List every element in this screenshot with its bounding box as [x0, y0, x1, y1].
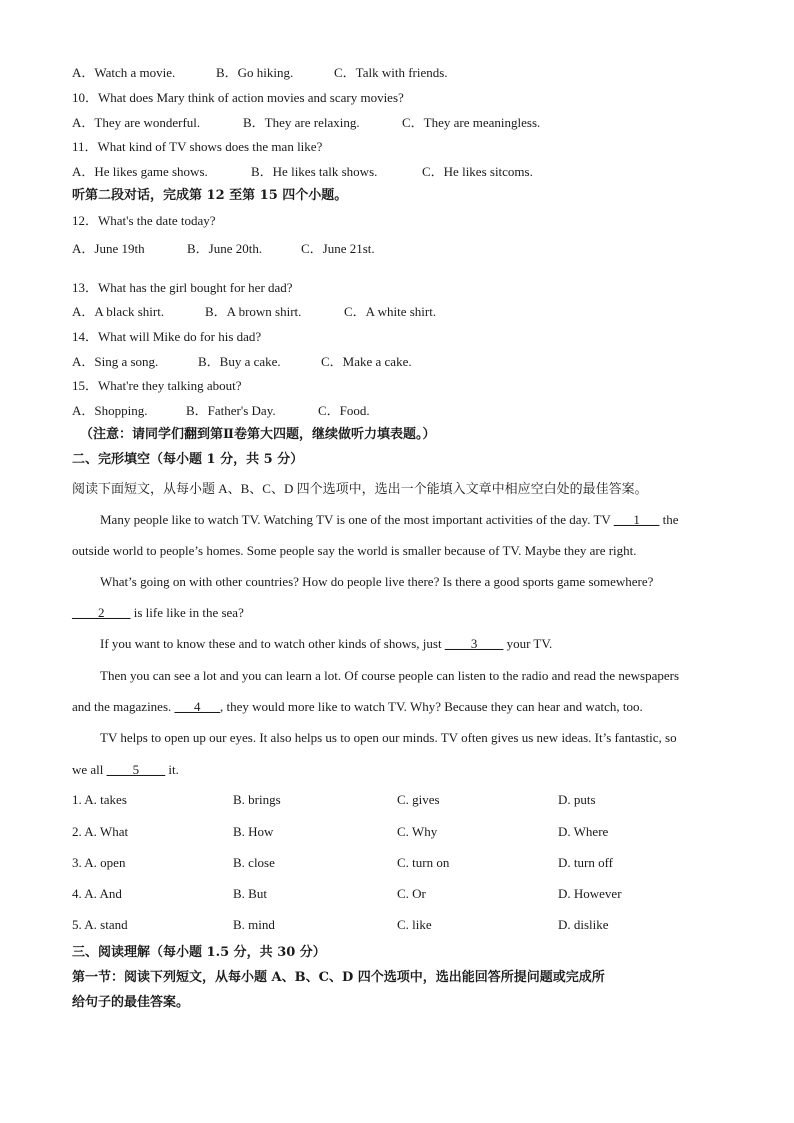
q15-option-a: A．Shopping.	[72, 403, 148, 418]
choice-3c: C. turn on	[397, 855, 450, 870]
choice-5a: 5. A. stand	[72, 917, 128, 932]
listening-note: （注意：请同学们翻到第Ⅱ卷第大四题，继续做听力填表题。）	[80, 427, 436, 442]
choice-1a: 1. A. takes	[72, 792, 127, 807]
q14-option-c: C．Make a cake.	[321, 354, 412, 369]
passage-text: your TV.	[506, 636, 553, 651]
passage-text: it.	[168, 762, 179, 777]
passage-text: Then you can see a lot and you can learn a lot. Of course people can listen to the radio and read the newspapers	[100, 668, 680, 683]
blank-5: ____5____	[106, 762, 166, 777]
passage-p4-line2	[72, 699, 724, 715]
choice-1d: D. puts	[558, 792, 596, 807]
passage-p5-line1	[100, 730, 724, 746]
q15-option-c: C．Food.	[318, 403, 370, 418]
q12-option-b: B．June 20th.	[187, 241, 263, 256]
q15-question: 15．What're they talking about?	[72, 378, 242, 393]
q11-option-c: C．He likes sitcoms.	[422, 164, 533, 179]
passage-text: , they would more like to watch TV. Why? Because they can hear and watch, too.	[220, 699, 643, 714]
q10-question: 10．What does Mary think of action movies and scary movies?	[72, 90, 404, 105]
passage-text: Many people like to watch TV. Watching TV is one of the most important activities of the day. TV	[100, 512, 611, 527]
reading-subheading-line1: 第一节：阅读下列短文，从每小题 A、B、C、D 四个选项中，选出能回答所提问题或完成所	[72, 970, 605, 985]
passage-p2-line2	[72, 605, 724, 621]
q12-option-c: C．June 21st.	[301, 241, 375, 256]
choice-2d: D. Where	[558, 824, 609, 839]
choice-4b: B. But	[233, 886, 267, 901]
q10-option-a: A．They are wonderful.	[72, 115, 201, 130]
choice-4c: C. Or	[397, 886, 426, 901]
choice-3d: D. turn off	[558, 855, 614, 870]
choice-5d: D. dislike	[558, 917, 609, 932]
q14-question: 14．What will Mike do for his dad?	[72, 329, 262, 344]
cloze-heading: 二、完形填空（每小题 1 分，共 5 分）	[72, 452, 304, 467]
choice-2a: 2. A. What	[72, 824, 129, 839]
q13-option-a: A．A black shirt.	[72, 304, 165, 319]
choice-2b: B. How	[233, 824, 274, 839]
q14-option-a: A．Sing a song.	[72, 354, 159, 369]
choice-5c: C. like	[397, 917, 432, 932]
section2-heading: 听第二段对话，完成第 12 至第 15 四个小题。	[72, 188, 348, 203]
choice-4d: D. However	[558, 886, 622, 901]
blank-3: ____3____	[444, 636, 504, 651]
q15-option-b: B．Father's Day.	[186, 403, 276, 418]
blank-1: ___1___	[613, 512, 660, 527]
passage-p3	[100, 636, 724, 652]
reading-subheading-line2: 给句子的最佳答案。	[72, 995, 190, 1010]
passage-text: we all	[72, 762, 104, 777]
q13-option-c: C．A white shirt.	[344, 304, 437, 319]
q13-question: 13．What has the girl bought for her dad?	[72, 280, 293, 295]
choice-2c: C. Why	[397, 824, 438, 839]
choice-3b: B. close	[233, 855, 275, 870]
q9-option-b: B．Go hiking.	[216, 65, 294, 80]
q11-question: 11．What kind of TV shows does the man like?	[72, 139, 323, 154]
passage-p1-line2	[72, 543, 724, 559]
choice-3a: 3. A. open	[72, 855, 126, 870]
blank-2: ____2____	[72, 605, 131, 620]
passage-text: If you want to know these and to watch other kinds of shows, just	[100, 636, 442, 651]
passage-p1-line1	[100, 512, 724, 528]
passage-text: What’s going on with other countries? How do people live there? Is there a good sports game somewhere?	[100, 574, 654, 589]
cloze-instruction: 阅读下面短文，从每小题 A、B、C、D 四个选项中，选出一个能填入文章中相应空白处的最佳答案。	[72, 481, 648, 496]
choice-1c: C. gives	[397, 792, 440, 807]
choice-4a: 4. A. And	[72, 886, 122, 901]
q11-option-b: B．He likes talk shows.	[251, 164, 378, 179]
passage-p4-line1	[100, 668, 724, 684]
passage-text: the	[662, 512, 679, 527]
q11-option-a: A．He likes game shows.	[72, 164, 208, 179]
choice-5b: B. mind	[233, 917, 275, 932]
q9-option-c: C．Talk with friends.	[334, 65, 448, 80]
q12-question: 12．What's the date today?	[72, 213, 216, 228]
q9-option-a: A．Watch a movie.	[72, 65, 176, 80]
passage-text: and the magazines.	[72, 699, 172, 714]
passage-text: TV helps to open up our eyes. It also helps us to open our minds. TV often gives us new ideas. It’s fantastic, so	[100, 730, 677, 745]
passage-text: outside world to people’s homes. Some people say the world is smaller because of TV. Maybe they are right.	[72, 543, 637, 558]
q13-option-b: B．A brown shirt.	[205, 304, 302, 319]
choice-1b: B. brings	[233, 792, 281, 807]
q10-option-b: B．They are relaxing.	[243, 115, 360, 130]
q10-option-c: C．They are meaningless.	[402, 115, 541, 130]
passage-p5-line2	[72, 762, 724, 778]
reading-heading: 三、阅读理解（每小题 1.5 分，共 30 分）	[72, 945, 326, 960]
blank-4: ___4___	[174, 699, 221, 714]
passage-text: is life like in the sea?	[133, 605, 244, 620]
q12-option-a: A．June 19th	[72, 241, 145, 256]
passage-p2-line1	[100, 574, 724, 590]
q14-option-b: B．Buy a cake.	[198, 354, 281, 369]
